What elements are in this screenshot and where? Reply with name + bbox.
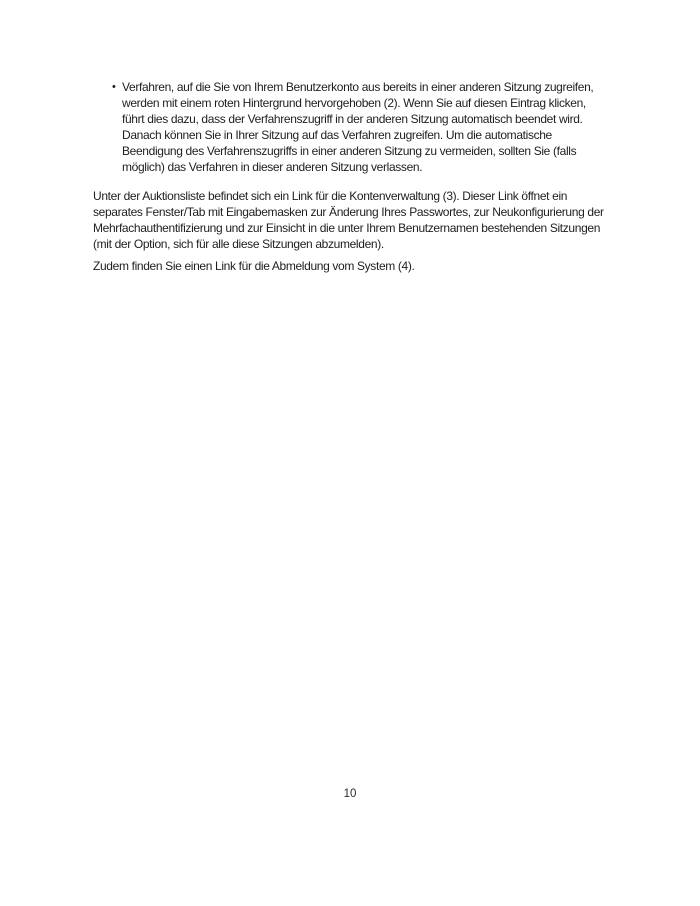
page-number: 10: [343, 788, 357, 800]
paragraph-kontenverwaltung: Unter der Auktionsliste befindet sich ein Link für die Kontenverwaltung (3). Dieser Link öffnet ein separates Fenster/Tab mit Eingabemasken zur Änderung Ihres Passwortes, zur Neukonfigurierung der Mehrfachauthentifizierung und zur Einsicht in die unter Ihrem Benutzernamen bestehenden Sitzungen (mit der Option, sich für alle diese Sitzungen abzumelden).: [93, 189, 604, 251]
bullet-icon: •: [112, 81, 116, 93]
bullet-item-text: Verfahren, auf die Sie von Ihrem Benutzerkonto aus bereits in einer anderen Sitzung zugreifen, werden mit einem roten Hintergrund hervorgehoben (2). Wenn Sie auf diesen Eintrag klicken, führt dies dazu, dass der Verfahrenszugriff in der anderen Sitzung automatisch beendet wird. Danach können Sie in Ihrer Sitzung auf das Verfahren zugreifen. Um die automatische Beendigung des Verfahrenszugriffs in einer anderen Sitzung zu vermeiden, sollten Sie (falls möglich) das Verfahren in dieser anderen Sitzung verlassen.: [122, 80, 594, 174]
page-footer: [0, 787, 700, 801]
paragraph-abmeldung: Zudem finden Sie einen Link für die Abmeldung vom System (4).: [93, 259, 415, 273]
page-body-text: [93, 79, 609, 274]
bullet-list-item: [93, 79, 609, 175]
